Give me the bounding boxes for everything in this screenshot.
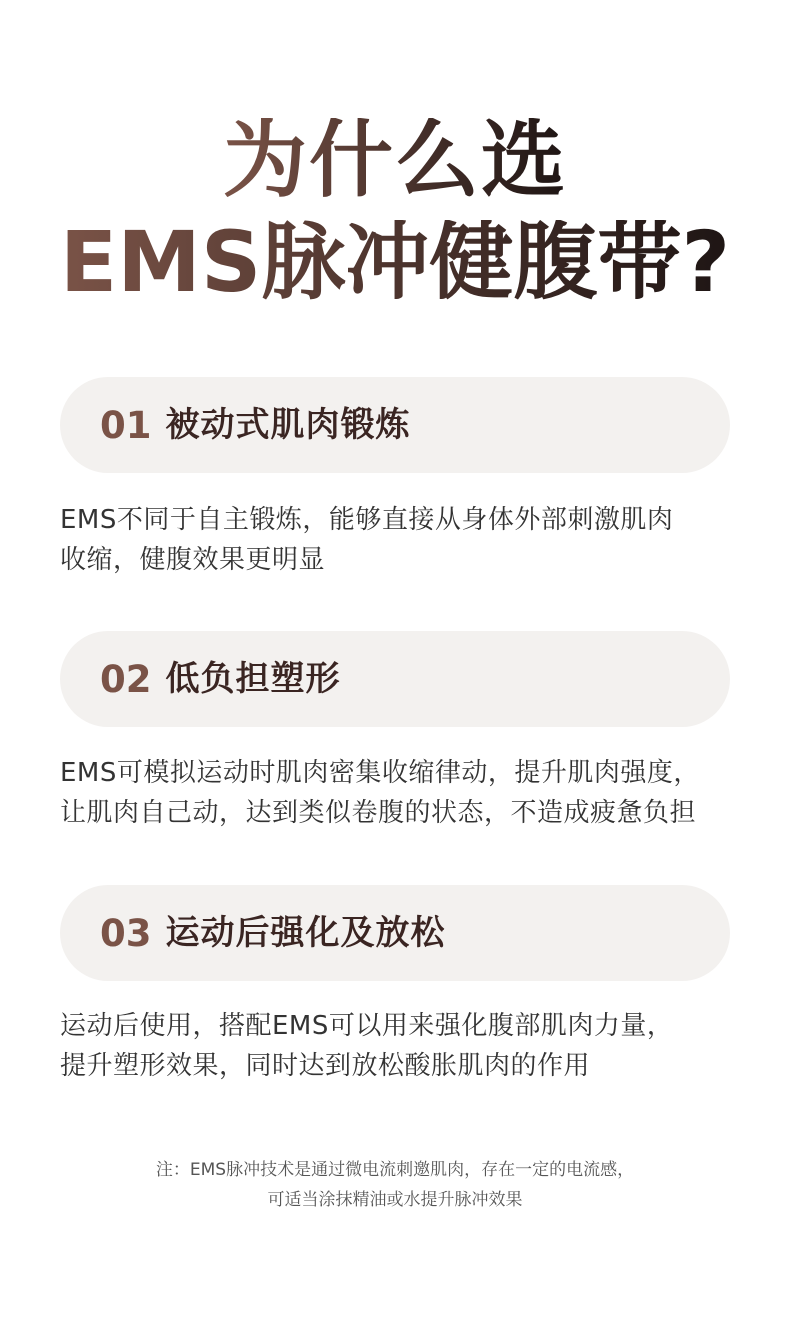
section-1-title: 被动式肌肉锻炼	[165, 405, 411, 445]
section-2-body	[60, 753, 750, 833]
section-3-pill	[60, 885, 730, 981]
footnote-line-2: 可适当涂抹精油或水提升脉冲效果	[267, 1190, 523, 1210]
headline-line-2-text: EMS脉冲健腹带?	[59, 213, 731, 311]
section-1-body	[60, 500, 750, 580]
section-3-title: 运动后强化及放松	[165, 913, 446, 953]
section-3-body	[60, 1006, 750, 1086]
section-2-title: 低负担塑形	[165, 659, 341, 699]
section-1-body-line-2: 收缩，健腹效果更明显	[60, 545, 326, 575]
section-2-body-line-1: EMS可模拟运动时肌肉密集收缩律动，提升肌肉强度，	[60, 758, 700, 788]
footnote	[0, 1155, 790, 1215]
headline-line-2	[0, 213, 790, 311]
headline-line-1-text: 为什么选	[222, 111, 567, 209]
section-1-body-line-1: EMS不同于自主锻炼，能够直接从身体外部刺激肌肉	[60, 505, 674, 535]
section-3-body-line-2: 提升塑形效果，同时达到放松酸胀肌肉的作用	[60, 1051, 591, 1081]
section-3-body-line-1: 运动后使用，搭配EMS可以用来强化腹部肌肉力量，	[60, 1011, 674, 1041]
section-1-pill	[60, 377, 730, 473]
section-3-number: 03	[100, 911, 152, 955]
section-2-pill	[60, 631, 730, 727]
headline-line-1	[0, 111, 790, 209]
section-2-body-line-2: 让肌肉自己动，达到类似卷腹的状态，不造成疲惫负担	[60, 798, 697, 828]
section-2-number: 02	[100, 657, 152, 701]
footnote-line-1: 注：EMS脉冲技术是通过微电流刺邀肌肉，存在一定的电流感，	[155, 1160, 635, 1180]
section-1-number: 01	[100, 403, 152, 447]
